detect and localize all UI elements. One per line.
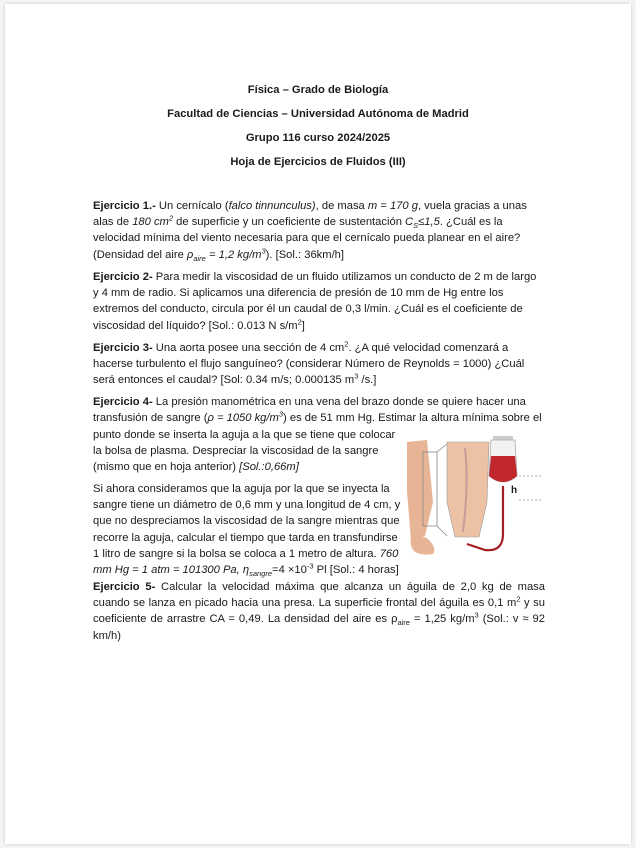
- header-faculty: Facultad de Ciencias – Universidad Autónoma de Madrid: [167, 108, 469, 120]
- exercise-3: Ejercicio 3- Una aorta posee una sección de 4 $cm^2$. ¿A qué velocidad comenzará a hacerse turbulento el flujo sanguíneo? (considerar Número de Reynolds = 1000) ¿Cuál será entonces el caudal? [Sol: 0.34 m/s; 0.000135 $m^3$ /s.]: [93, 339, 525, 387]
- exercise-4-part-1: punto donde se inserta la aguja a la que se tiene que colocar la bolsa de plasma. Despreciar la viscosidad de la sangre (mismo que en hoja anterior) [Sol.:0,66m]: [93, 429, 396, 474]
- exercise-4-label: Ejercicio 4-: [93, 396, 153, 408]
- bag-hanger: [493, 436, 513, 440]
- arm-skin: [407, 440, 433, 540]
- header-group: Grupo 116 curso 2024/2025: [245, 132, 391, 144]
- exercise-5: Ejercicio 5- Calcular la velocidad máxima que alcanza un águila de 2,0 kg de masa cuando se lanza en picado hacia una presa. La superficie frontal del águila es 0,1 $m^2$ y su coeficiente de arrastre CA = 0,49. La densidad del aire es $\rho_{aire} = 1,25$ $kg/m^3$ (Sol.: v ≈ 92 km/h): [93, 581, 545, 642]
- header-subject: Física – Grado de Biología: [247, 84, 389, 96]
- blood-in-bag: [489, 456, 517, 482]
- exercise-5-label: Ejercicio 5-: [93, 581, 156, 593]
- zoomed-forearm: [447, 442, 489, 537]
- height-label: h: [511, 485, 518, 496]
- exercise-2: Ejercicio 2- Para medir la viscosidad de un fluido utilizamos un conducto de 2 m de largo y 4 mm de radio. Si aplicamos una diferencia de presión de 10 mm de Hg entre los extremos del conducto, circula por él un caudal de 0,3 l/min. ¿Cuál es el coeficiente de viscosidad del líquido? [Sol.: 0.013 N $s/m^2$]: [93, 271, 537, 332]
- header-sheet-title: Hoja de Ejercicios de Fluidos (III): [230, 156, 406, 168]
- zoom-lines: [437, 444, 447, 536]
- height-guides: [519, 476, 543, 500]
- exercise-1-label: Ejercicio 1.-: [93, 200, 156, 212]
- exercise-2-label: Ejercicio 2-: [93, 271, 153, 283]
- exercise-3-label: Ejercicio 3-: [93, 342, 153, 354]
- document-page: [5, 4, 631, 844]
- exercise-4-part-2: Si ahora consideramos que la aguja por la que se inyecta la sangre tiene un diámetro de 0,6 mm y una longitud de 4 cm, y que no despreciamos la viscosidad de la sangre mientras que recorre la aguja, calcular el tiempo que tarda en transfundirse 1 litro de sangre si la bolsa se coloca a 1 metro de altura. 760 mm Hg = 1 atm = 101300 Pa, $\eta_{sangre}=4 \times 10^{-3}$ Pl [Sol.: 4 horas]: [93, 483, 401, 579]
- exercise-1: Ejercicio 1.- Un cernícalo (falco tinnunculus), de masa m = 170 g, vuela gracias a unas alas de 180 $cm^2$ de superficie y un coeficiente de sustentación $C_S\le 1,5$. ¿Cuál es la velocidad mínima del viento necesaria para que el cernícalo pueda planear en el aire? (Densidad del aire $\rho_{aire} = 1,2$ $kg/m^3$). [Sol.: 36km/h]: [93, 200, 527, 263]
- transfusion-illustration: [407, 432, 547, 557]
- hand-skin: [411, 536, 435, 554]
- exercise-4: Ejercicio 4- La presión manométrica en una vena del brazo donde se quiere hacer una transfusión de sangre (ρ = 1050 $kg/m^3$) es de 51 mm Hg. Estimar la altura mínima sobre el: [93, 396, 542, 425]
